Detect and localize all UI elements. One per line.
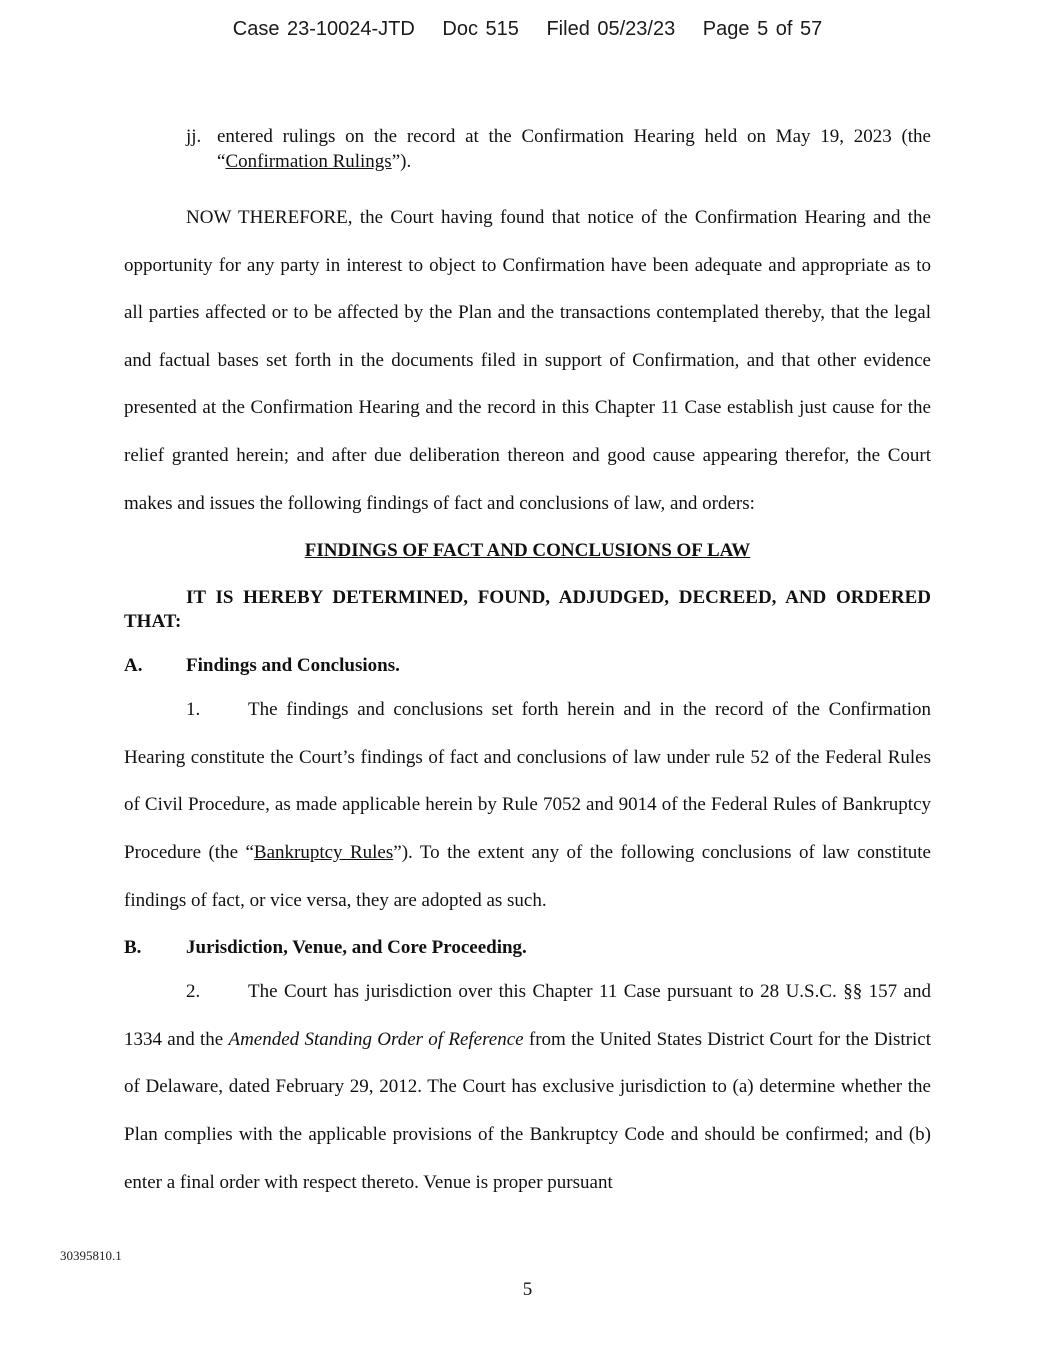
paragraph-1 [124,686,931,924]
subsection-letter: A. [124,655,143,677]
item-text-end: ”). [391,151,412,172]
filing-header [0,18,1055,41]
document-body [124,124,931,1206]
item-text: entered rulings on the record at the Confirmation Hearing held on May 19, 2023 (the “ [217,126,931,172]
case-number: Case 23-10024-JTD [232,18,415,40]
subsection-heading-a [124,654,931,678]
page-number: 5 [522,1279,533,1300]
list-item-jj [124,124,931,174]
determined-clause: IT IS HEREBY DETERMINED, FOUND, ADJUDGED, DECREED, AND ORDERED THAT: [124,587,931,633]
filed-date: Filed 05/23/23 [546,18,676,40]
defined-term: Confirmation Rulings [225,151,392,172]
section-heading: FINDINGS OF FACT AND CONCLUSIONS OF LAW [304,540,751,562]
paragraph-number: 1. [186,699,201,721]
list-marker: jj. [186,126,202,147]
doc-number: Doc 515 [442,18,519,40]
paragraph-2 [124,968,931,1206]
paragraph-number: 2. [186,981,201,1003]
subsection-title: Findings and Conclusions. [186,655,400,677]
page-indicator: Page 5 of 57 [702,18,823,40]
now-therefore-paragraph: NOW THEREFORE, the Court having found that notice of the Confirmation Hearing and the opportunity for any party in interest to object to Confirmation have been adequate and appropriate as to all parties affected or to be affected by the Plan and the transactions contemplated thereby, that the legal and factual bases set forth in the documents filed in support of Confirmation, and that other evidence presented at the Confirmation Hearing and the record in this Chapter 11 Case establish just cause for the relief granted herein; and after due deliberation thereon and good cause appearing therefor, the Court makes and issues the following findings of fact and conclusions of law, and orders: [124,207,931,514]
paragraph-text: The Court has jurisdiction over this Chapter 11 Case pursuant to 28 U.S.C. §§ 157 and 1334 and the [124,981,931,1050]
paragraph-text-end: ”). To the extent any of the following conclusions of law constitute findings of fact, or vice versa, they are adopted as such. [124,841,931,911]
paragraph-text-end: from the United States District Court for the District of Delaware, dated February 29, 2012. The Court has exclusive jurisdiction to (a) determine whether the Plan complies with the applicable provisions of the Bankruptcy Code and should be confirmed; and (b) enter a final order with respect thereto. Venue is proper pursuant [124,1028,931,1193]
paragraph-text: The findings and conclusions set forth herein and in the record of the Confirmation Hearing constitute the Court’s findings of fact and conclusions of law under rule 52 of the Federal Rules of Civil Procedure, as made applicable herein by Rule 7052 and 9014 of the Federal Rules of Bankruptcy Procedure (the “ [124,699,931,863]
subsection-heading-b [124,936,931,960]
order-title: Amended Standing Order of Reference [228,1028,524,1050]
defined-term: Bankruptcy Rules [253,841,394,863]
document-id: 30395810.1 [60,1248,122,1263]
subsection-title: Jurisdiction, Venue, and Core Proceeding. [186,937,527,959]
subsection-letter: B. [124,937,142,959]
